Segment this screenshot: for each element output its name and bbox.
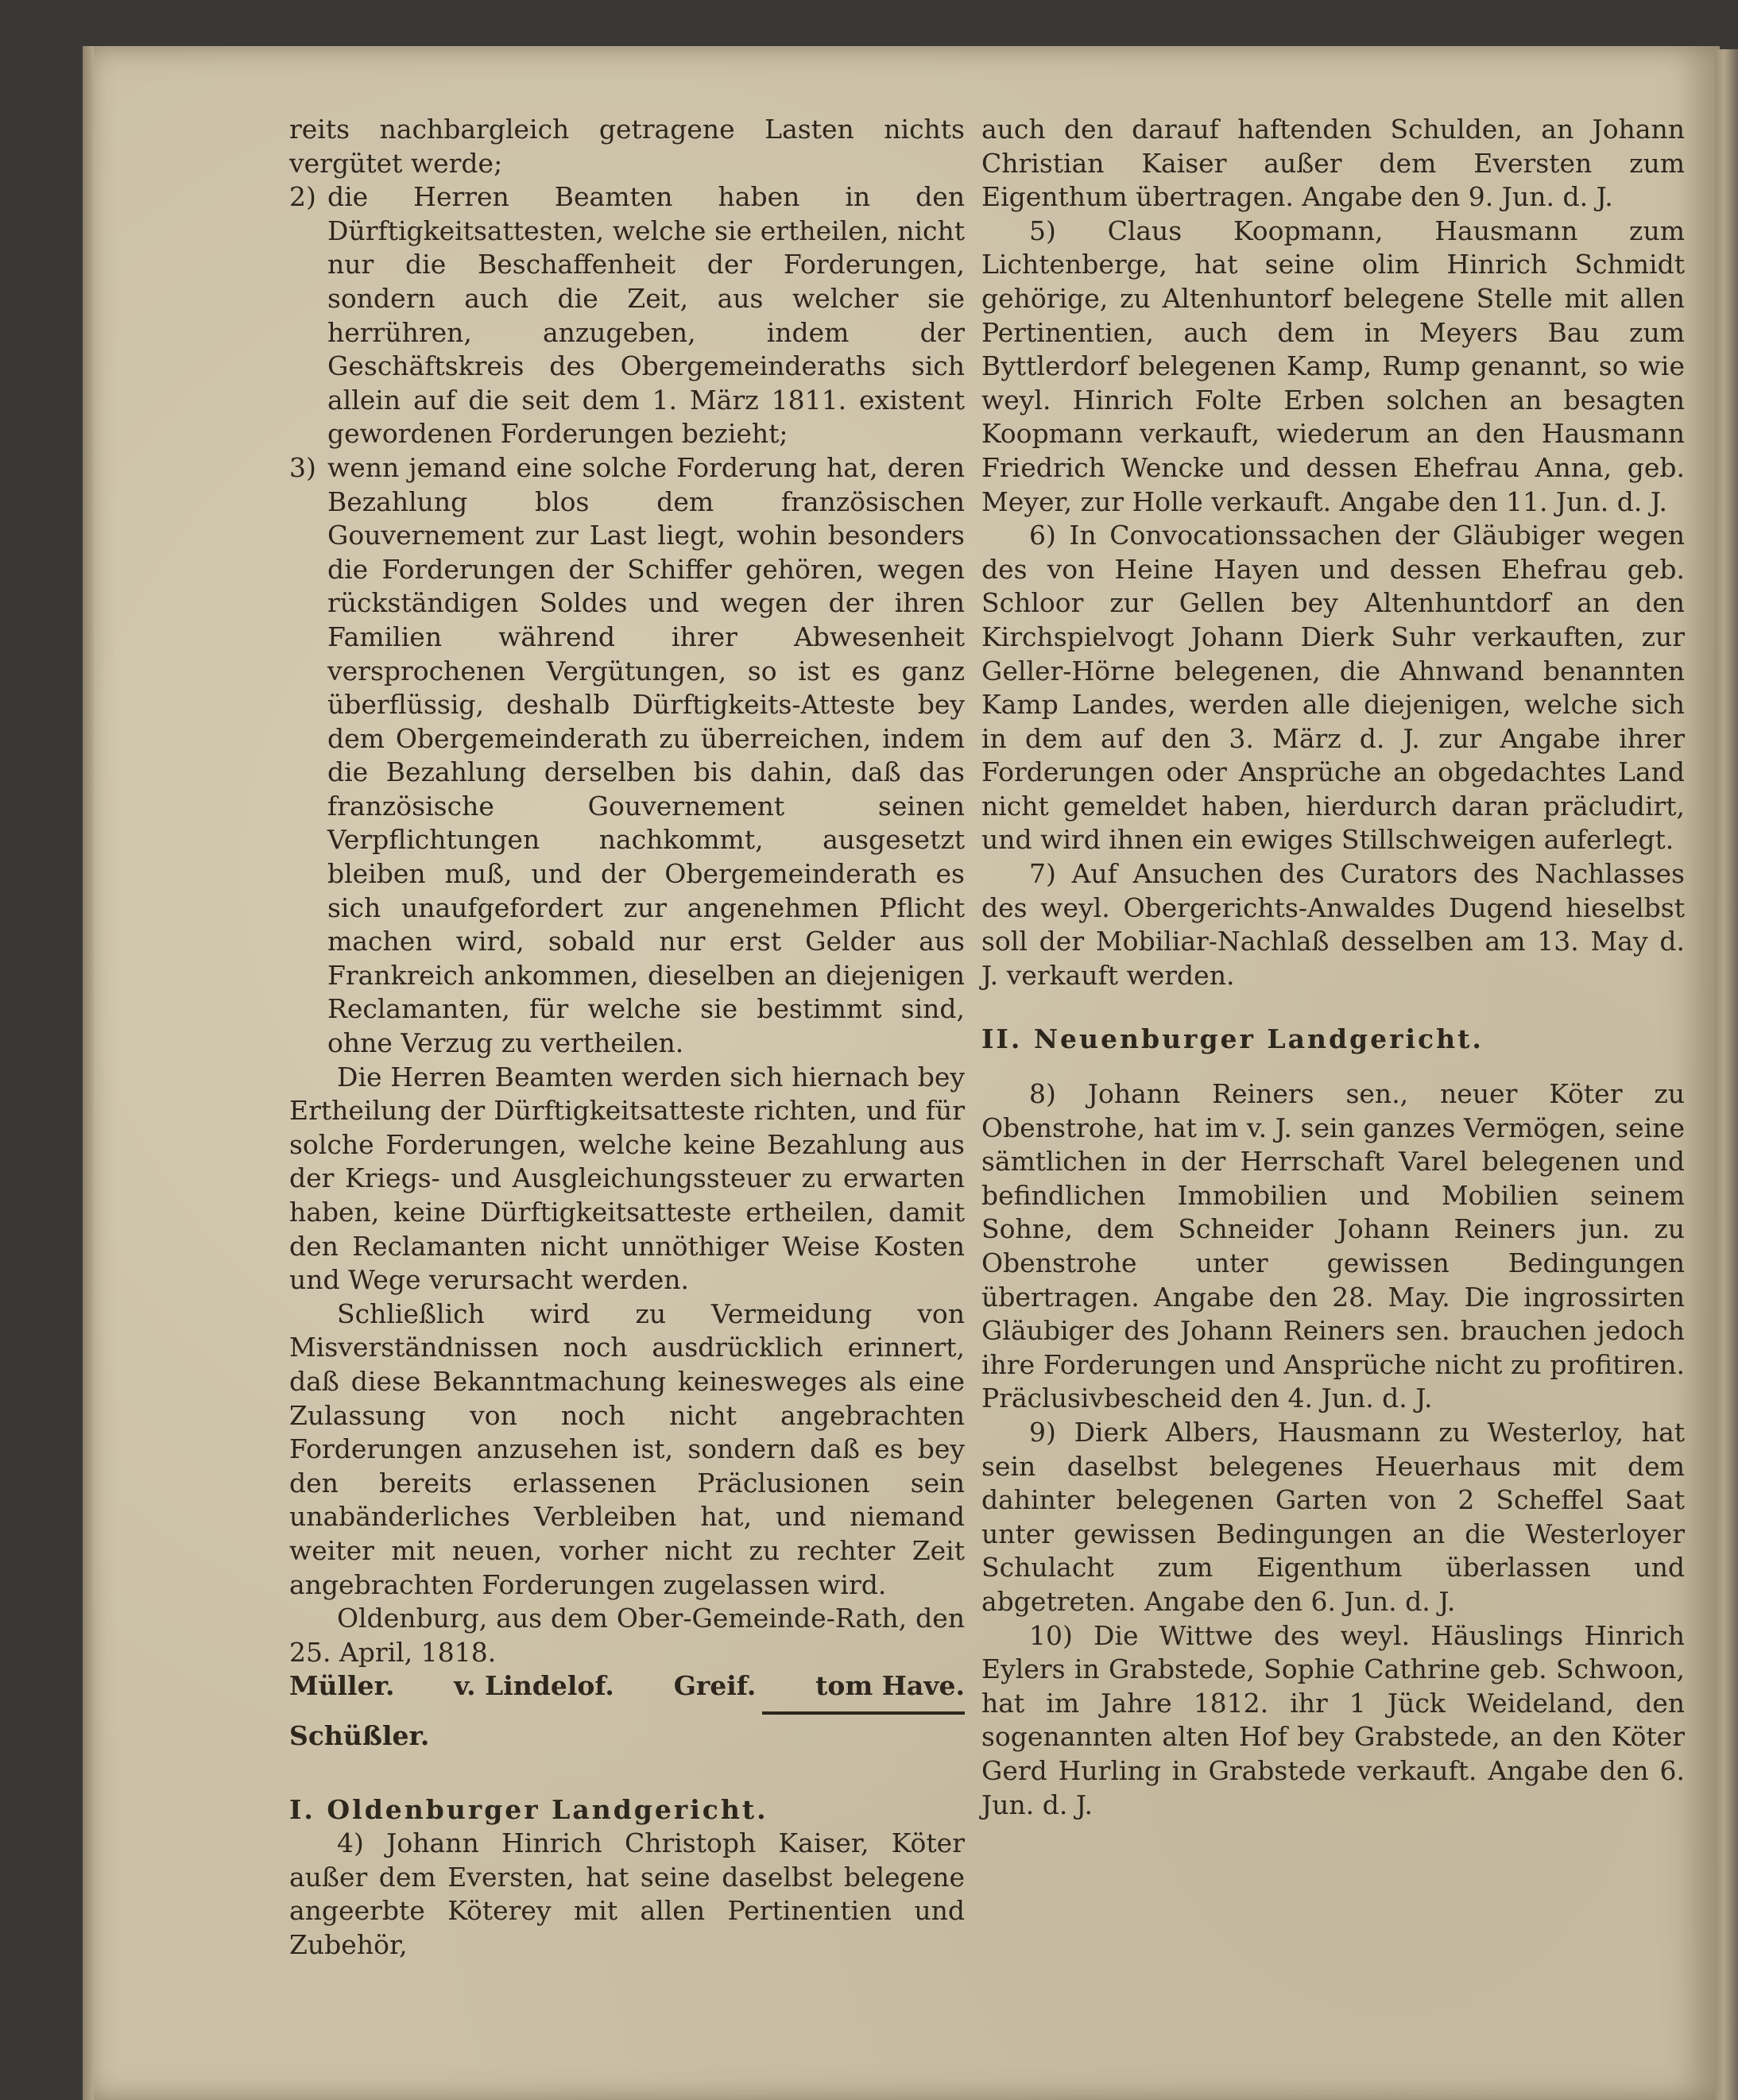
page-left-edge xyxy=(83,46,94,2100)
item-5-text: 5) Claus Koopmann, Hausmann zum Lichtenberge, hat seine olim Hinrich Schmidt gehörige, zu Altenhuntorf belegene Stelle mit allen Pertinentien, auch dem in Meyers Bau zum Byttlerdorf belegenen Kamp, Rump genannt, so wie weyl. Hinrich Folte Erben solchen an besagten Koopmann verkauft, wiederum an den Hausmann Friedrich Wencke und dessen Ehefrau Anna, geb. Meyer, zur Holle verkauft. Angabe den 11. Jun. d. J. xyxy=(981,215,1685,517)
signature-1: Müller. xyxy=(289,1670,395,1702)
item-4-text: 4) Johann Hinrich Christoph Kaiser, Köter außer dem Eversten, hat seine daselbst belegene angeerbte Köterey mit allen Pertinentien und Zubehör, xyxy=(289,1827,965,1960)
signature-4: tom Have. xyxy=(815,1670,965,1702)
item-2-text: die Herren Beamten haben in den Dürftigkeitsattesten, welche sie ertheilen, nicht nur die Beschaffenheit der Forderungen, sondern auch die Zeit, aus welcher sie herrühren, anzugeben, indem der Geschäftskreis des Obergemeinderaths sich allein auf die seit dem 1. März 1811. existent gewordenen Forderungen bezieht; xyxy=(327,181,965,450)
left-para-c: Schließlich wird zu Vermeidung von Misverständnissen noch ausdrücklich erinnert, daß diese Bekanntmachung keinesweges als eine Zulassung von noch nicht angebrachten Forderungen anzusehen ist, sondern daß es bey den bereits erlassenen Präclusionen sein unabänderliches Verbleiben hat, und niemand weiter mit neuen, vorher nicht zu rechter Zeit angebrachten Forderungen zugelassen wird. xyxy=(289,1298,965,1600)
left-column xyxy=(289,113,965,1962)
item-6-text: 6) In Convocationssachen der Gläubiger wegen des von Heine Hayen und dessen Ehefrau geb. Schloor zur Gellen bey Altenhuntdorf an den Kirchspielvogt Johann Dierk Suhr verkauften, zur Geller-Hörne belegenen, die Ahnwand benannten Kamp Landes, werden alle diejenigen, welche sich in dem auf den 3. März d. J. zur Angabe ihrer Forderungen oder Ansprüche an obgedachtes Land nicht gemeldet haben, hierdurch daran präcludirt, und wird ihnen ein ewiges Stillschweigen auferlegt. xyxy=(981,520,1685,856)
item-8-text: 8) Johann Reiners sen., neuer Köter zu Obenstrohe, hat im v. J. sein ganzes Vermögen, seine sämtlichen in der Herrschaft Varel belegenen und befindlichen Immobilien und Mobilien seinem Sohne, dem Schneider Johann Reiners jun. zu Obenstrohe unter gewissen Bedingungen übertragen. Angabe den 28. May. Die ingrossirten Gläubiger des Johann Reiners sen. brauchen jedoch ihre Forderungen und Ansprüche nicht zu profitiren. Präclusivbescheid den 4. Jun. d. J. xyxy=(981,1078,1685,1414)
item-10-text: 10) Die Wittwe des weyl. Häuslings Hinrich Eylers in Grabstede, Sophie Cathrine geb. Schwoon, hat im Jahre 1812. ihr 1 Jück Weideland, den sogenannten alten Hof bey Grabstede, an den Köter Gerd Hurling in Grabstede verkauft. Angabe den 6. Jun. d. J. xyxy=(981,1619,1685,1820)
left-para-b: Die Herren Beamten werden sich hiernach bey Ertheilung der Dürftigkeitsatteste richten, und für solche Forderungen, welche keine Bezahlung aus der Kriegs- und Ausgleichungssteuer zu erwarten haben, keine Dürftigkeitsatteste ertheilen, damit den Reclamanten nicht unnöthiger Weise Kosten und Wege verursacht werden. xyxy=(289,1061,965,1296)
list-item-3 xyxy=(289,451,965,1061)
item-9-text: 9) Dierk Albers, Hausmann zu Westerloy, hat sein daselbst belegenes Heuerhaus mit dem dahinter belegenen Garten von 2 Scheffel Saat unter gewissen Bedingungen an die Westerloyer Schulacht zum Eigenthum überlassen und abgetreten. Angabe den 6. Jun. d. J. xyxy=(981,1416,1685,1617)
page-right-edge xyxy=(1715,49,1738,2100)
item-3-text: wenn jemand eine solche Forderung hat, deren Bezahlung blos dem französischen Gouvernement zur Last liegt, wohin besonders die Forderungen der Schiffer gehören, wegen rückständigen Soldes und wegen der ihren Familien während ihrer Abwesenheit versprochenen Vergütungen, so ist es ganz überflüssig, deshalb Dürftigkeits-Atteste bey dem Obergemeinderath zu überreichen, indem die Bezahlung derselben bis dahin, daß das französische Gouvernement seinen Verpflichtungen nachkommt, ausgesetzt bleiben muß, und der Obergemeinderath es sich unaufgefordert zur angenehmen Pflicht machen wird, sobald nur erst Gelder aus Frankreich ankommen, dieselben an diejenigen Reclamanten, für welche sie bestimmt sind, ohne Verzug zu vertheilen. xyxy=(327,451,965,1059)
section-heading-2: II. Neuenburger Landgericht. xyxy=(981,1023,1484,1055)
right-column xyxy=(981,113,1685,1822)
item-7-text: 7) Auf Ansuchen des Curators des Nachlasses des weyl. Obergerichts-Anwaldes Dugend hieselbst soll der Mobiliar-Nachlaß desselben am 13. May d. J. verkauft werden. xyxy=(981,858,1685,991)
left-para-a: reits nachbargleich getragene Lasten nichts vergütet werde; xyxy=(289,114,965,179)
item-3-number: 3) xyxy=(289,451,316,483)
item-2-number: 2) xyxy=(289,181,316,213)
right-para-a: auch den darauf haftenden Schulden, an Johann Christian Kaiser außer dem Eversten zum Eigenthum übertragen. Angabe den 9. Jun. d. J. xyxy=(981,114,1685,213)
secretary-signature: Schüßler. xyxy=(289,1719,430,1751)
signature-rule xyxy=(762,1711,965,1715)
signatures-row xyxy=(289,1669,965,1704)
signature-3: Greif. xyxy=(673,1670,757,1702)
section-heading-1: I. Oldenburger Landgericht. xyxy=(289,1793,768,1825)
list-item-2 xyxy=(289,180,965,451)
signature-2: v. Lindelof. xyxy=(454,1670,614,1702)
place-date: Oldenburg, aus dem Ober-Gemeinde-Rath, den 25. April, 1818. xyxy=(289,1603,965,1668)
